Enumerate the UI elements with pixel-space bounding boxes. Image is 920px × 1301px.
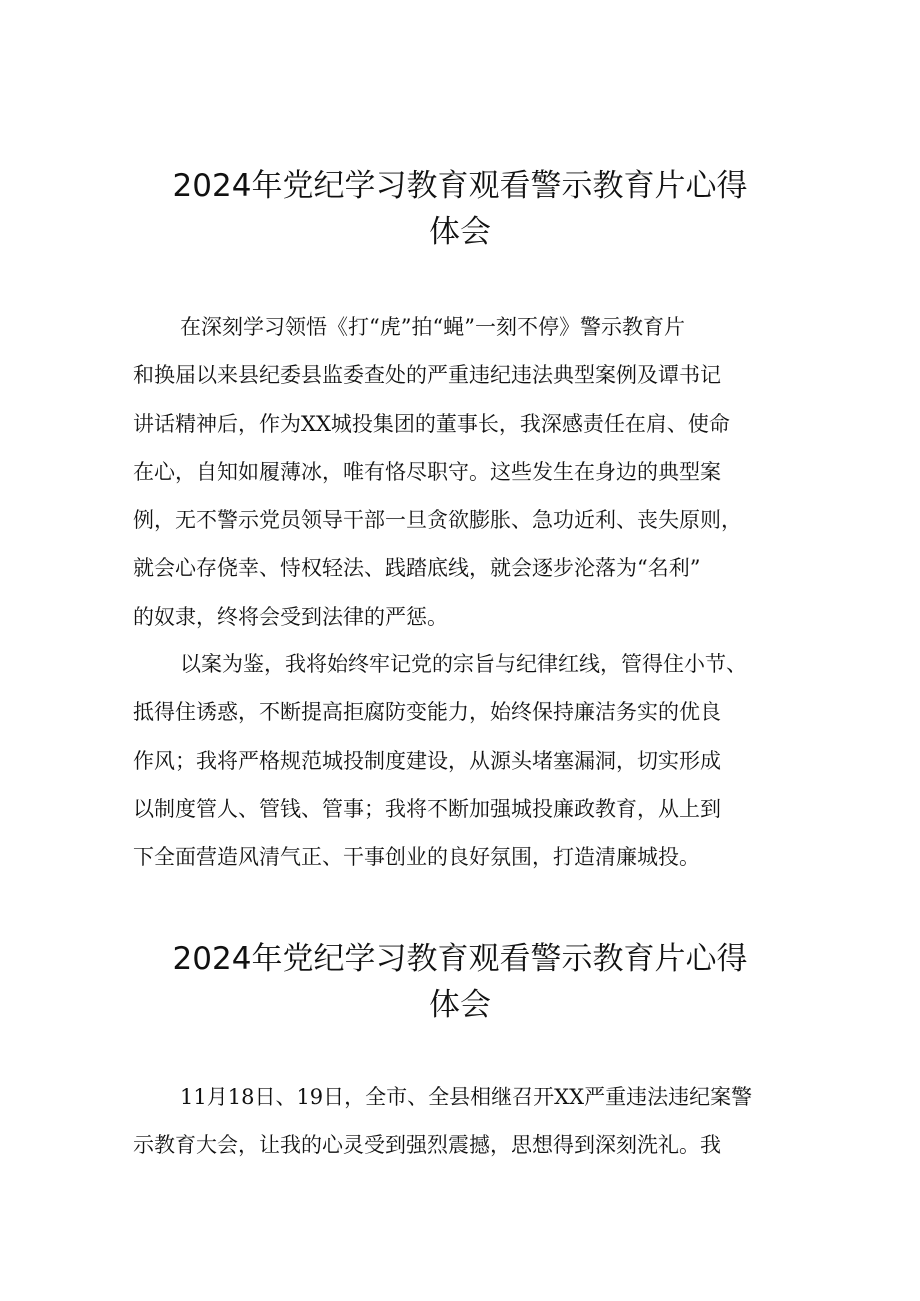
paragraph-line: 讲话精神后，作为XX城投集团的董事长，我深感责任在肩、使命: [133, 411, 730, 436]
paragraph-line: 在深刻学习领悟《打“虎”拍“蝇”一刻不停》警示教育片: [180, 315, 685, 339]
body-paragraph: [133, 303, 793, 641]
paragraph-line: 和换届以来县纪委县监委查处的严重违纪违法典型案例及谭书记: [133, 363, 721, 388]
paragraph-line: 的奴隶，终将会受到法律的严惩。: [133, 604, 448, 629]
paragraph-line: 在心，自知如履薄冰，唯有恪尽职守。这些发生在身边的典型案: [133, 459, 721, 484]
title-line: 体会: [429, 987, 491, 1023]
paragraph-line: 作风；我将严格规范城投制度建设，从源头堵塞漏洞，切实形成: [133, 748, 721, 773]
paragraph-line: 下全面营造风清气正、干事创业的良好氛围，打造清廉城投。: [133, 845, 700, 870]
paragraph-line: 示教育大会，让我的心灵受到强烈震撼，思想得到深刻洗礼。我: [133, 1133, 721, 1158]
title-line: 体会: [429, 214, 491, 250]
paragraph-line: 就会心存侥幸、恃权轻法、践踏底线，就会逐步沦落为“名利”: [133, 556, 701, 581]
document-title: [0, 163, 920, 255]
title-line: 2024年党纪学习教育观看警示教育片心得: [172, 168, 748, 204]
paragraph-line: 11月18日、19日，全市、全县相继召开XX严重违法违纪案警: [180, 1085, 753, 1109]
document-title: [0, 936, 920, 1028]
body-paragraph: [133, 1073, 793, 1170]
paragraph-line: 抵得住诱惑，不断提高拒腐防变能力，始终保持廉洁务实的优良: [133, 700, 721, 725]
paragraph-line: 以制度管人、管钱、管事；我将不断加强城投廉政教育，从上到: [133, 796, 721, 821]
title-line: 2024年党纪学习教育观看警示教育片心得: [172, 941, 748, 977]
paragraph-line: 例，无不警示党员领导干部一旦贪欲膨胀、急功近利、丧失原则，: [133, 508, 742, 533]
paragraph-line: 以案为鉴，我将始终牢记党的宗旨与纪律红线，管得住小节、: [180, 652, 747, 676]
body-paragraph: [133, 640, 793, 881]
